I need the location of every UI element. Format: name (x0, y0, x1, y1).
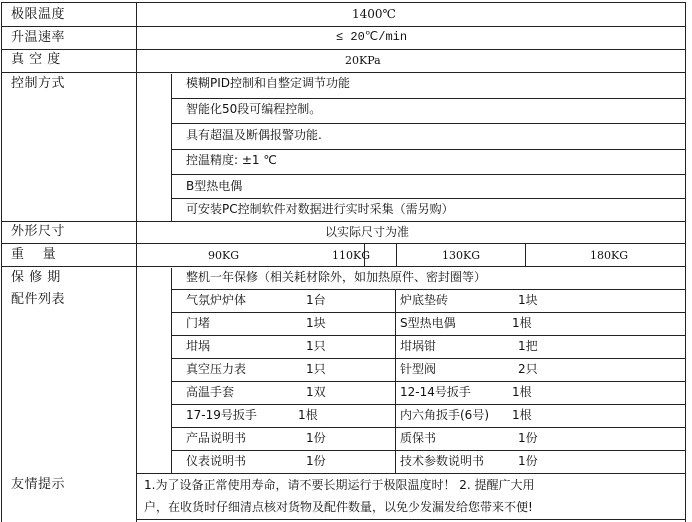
control-label: 控制方式 (11, 76, 66, 91)
accessory-qty: 1份 (518, 454, 538, 468)
table-border-right (685, 2, 686, 522)
row-line (1, 49, 686, 50)
accessory-name: S型热电偶 (400, 316, 456, 330)
warranty-value: 整机一年保修（相关耗材除外，如加热原件、密封圈等） (186, 270, 487, 284)
accessory-qty: 1块 (518, 293, 538, 307)
accessory-qty: 1只 (306, 339, 326, 353)
control-line: 控温精度: ±1 ℃ (186, 153, 277, 167)
accessory-name: 17-19号扳手 (186, 408, 257, 422)
accessory-qty: 1双 (306, 385, 326, 399)
size-label: 外形尺寸 (11, 224, 66, 239)
accessory-qty: 1根 (298, 408, 318, 422)
table-border-top (1, 2, 686, 3)
vacuum-value: 20KPa (345, 54, 381, 67)
row-line (171, 335, 686, 336)
weight-value: 180KG (590, 249, 629, 262)
tips-line-2: 户，在收货时仔细清点核对货物及配件数量，以免少发漏发给您带来不便! (144, 500, 533, 514)
size-value: 以实际尺寸为准 (325, 225, 410, 239)
accessory-qty: 1根 (512, 408, 532, 422)
control-indent-divider (171, 74, 172, 222)
accessory-name: 高温手套 (186, 385, 235, 399)
control-line: 具有超温及断偶报警功能. (186, 128, 322, 142)
accessory-name: 门堵 (186, 316, 211, 330)
accessory-qty: 1根 (512, 316, 532, 330)
accessory-name: 炉底垫砖 (400, 293, 449, 307)
label-column-divider (136, 2, 137, 522)
accessories-label: 配件列表 (11, 292, 66, 307)
accessory-name: 真空压力表 (186, 362, 247, 376)
accessory-name: 内六角扳手(6号) (400, 408, 489, 422)
row-line (1, 72, 686, 73)
tips-label: 友情提示 (11, 477, 66, 492)
weight-divider-2 (396, 244, 397, 266)
accessory-qty: 1份 (306, 454, 326, 468)
temp-limit-value: 1400℃ (352, 7, 396, 21)
table-border-left (1, 2, 2, 522)
accessory-indent-divider (171, 268, 172, 473)
accessory-qty: 1份 (306, 431, 326, 445)
row-line (171, 312, 686, 313)
accessory-qty: 2只 (518, 362, 538, 376)
control-line: 模糊PID控制和自整定调节功能 (186, 76, 351, 90)
accessory-name: 坩埚 (186, 339, 211, 353)
accessory-name: 质保书 (400, 431, 437, 445)
accessory-name: 坩埚钳 (400, 339, 437, 353)
row-line (137, 519, 686, 520)
weight-divider-3 (525, 244, 526, 266)
row-line (171, 174, 686, 175)
weight-value: 130KG (442, 249, 481, 262)
row-line (171, 123, 686, 124)
row-line (1, 243, 686, 244)
vacuum-label: 真 空 度 (11, 52, 61, 67)
row-line (171, 381, 686, 382)
row-line (171, 404, 686, 405)
accessory-qty: 1根 (512, 385, 532, 399)
row-line (171, 358, 686, 359)
row-line (1, 266, 686, 267)
weight-value: 90KG (208, 249, 240, 262)
warranty-label: 保 修 期 (11, 270, 61, 285)
accessory-name: 气氛炉炉体 (186, 293, 247, 307)
accessory-qty: 1份 (518, 431, 538, 445)
control-line: 可安装PC控制软件对数据进行实时采集（需另购） (186, 202, 454, 216)
accessory-qty: 1把 (518, 339, 538, 353)
weight-label: 重 量 (11, 247, 57, 262)
accessory-name: 技术参数说明书 (400, 454, 485, 468)
tips-line-1: 1.为了设备正常使用寿命，请不要长期运行于极限温度时！ 2. 提醒广大用 (144, 478, 535, 492)
accessory-qty: 1台 (306, 293, 326, 307)
accessory-name: 针型阀 (400, 362, 437, 376)
accessory-qty: 1块 (306, 316, 326, 330)
accessory-name: 仪表说明书 (186, 454, 247, 468)
row-line (171, 149, 686, 150)
accessory-name: 12-14号扳手 (400, 385, 471, 399)
control-line: B型热电偶 (186, 179, 243, 193)
row-line (1, 26, 686, 27)
row-line (171, 98, 686, 99)
accessory-name: 产品说明书 (186, 431, 247, 445)
weight-value: 110KG (332, 249, 371, 262)
row-line (171, 289, 686, 290)
accessory-qty: 1只 (306, 362, 326, 376)
row-line (137, 473, 686, 474)
row-line (1, 221, 686, 222)
heat-rate-value: ≤ 20℃/min (336, 30, 408, 44)
row-line (171, 450, 686, 451)
control-line: 智能化50段可编程控制。 (186, 102, 322, 116)
row-line (171, 427, 686, 428)
row-line (171, 198, 686, 199)
temp-limit-label: 极限温度 (11, 7, 66, 22)
heat-rate-label: 升温速率 (11, 30, 66, 45)
